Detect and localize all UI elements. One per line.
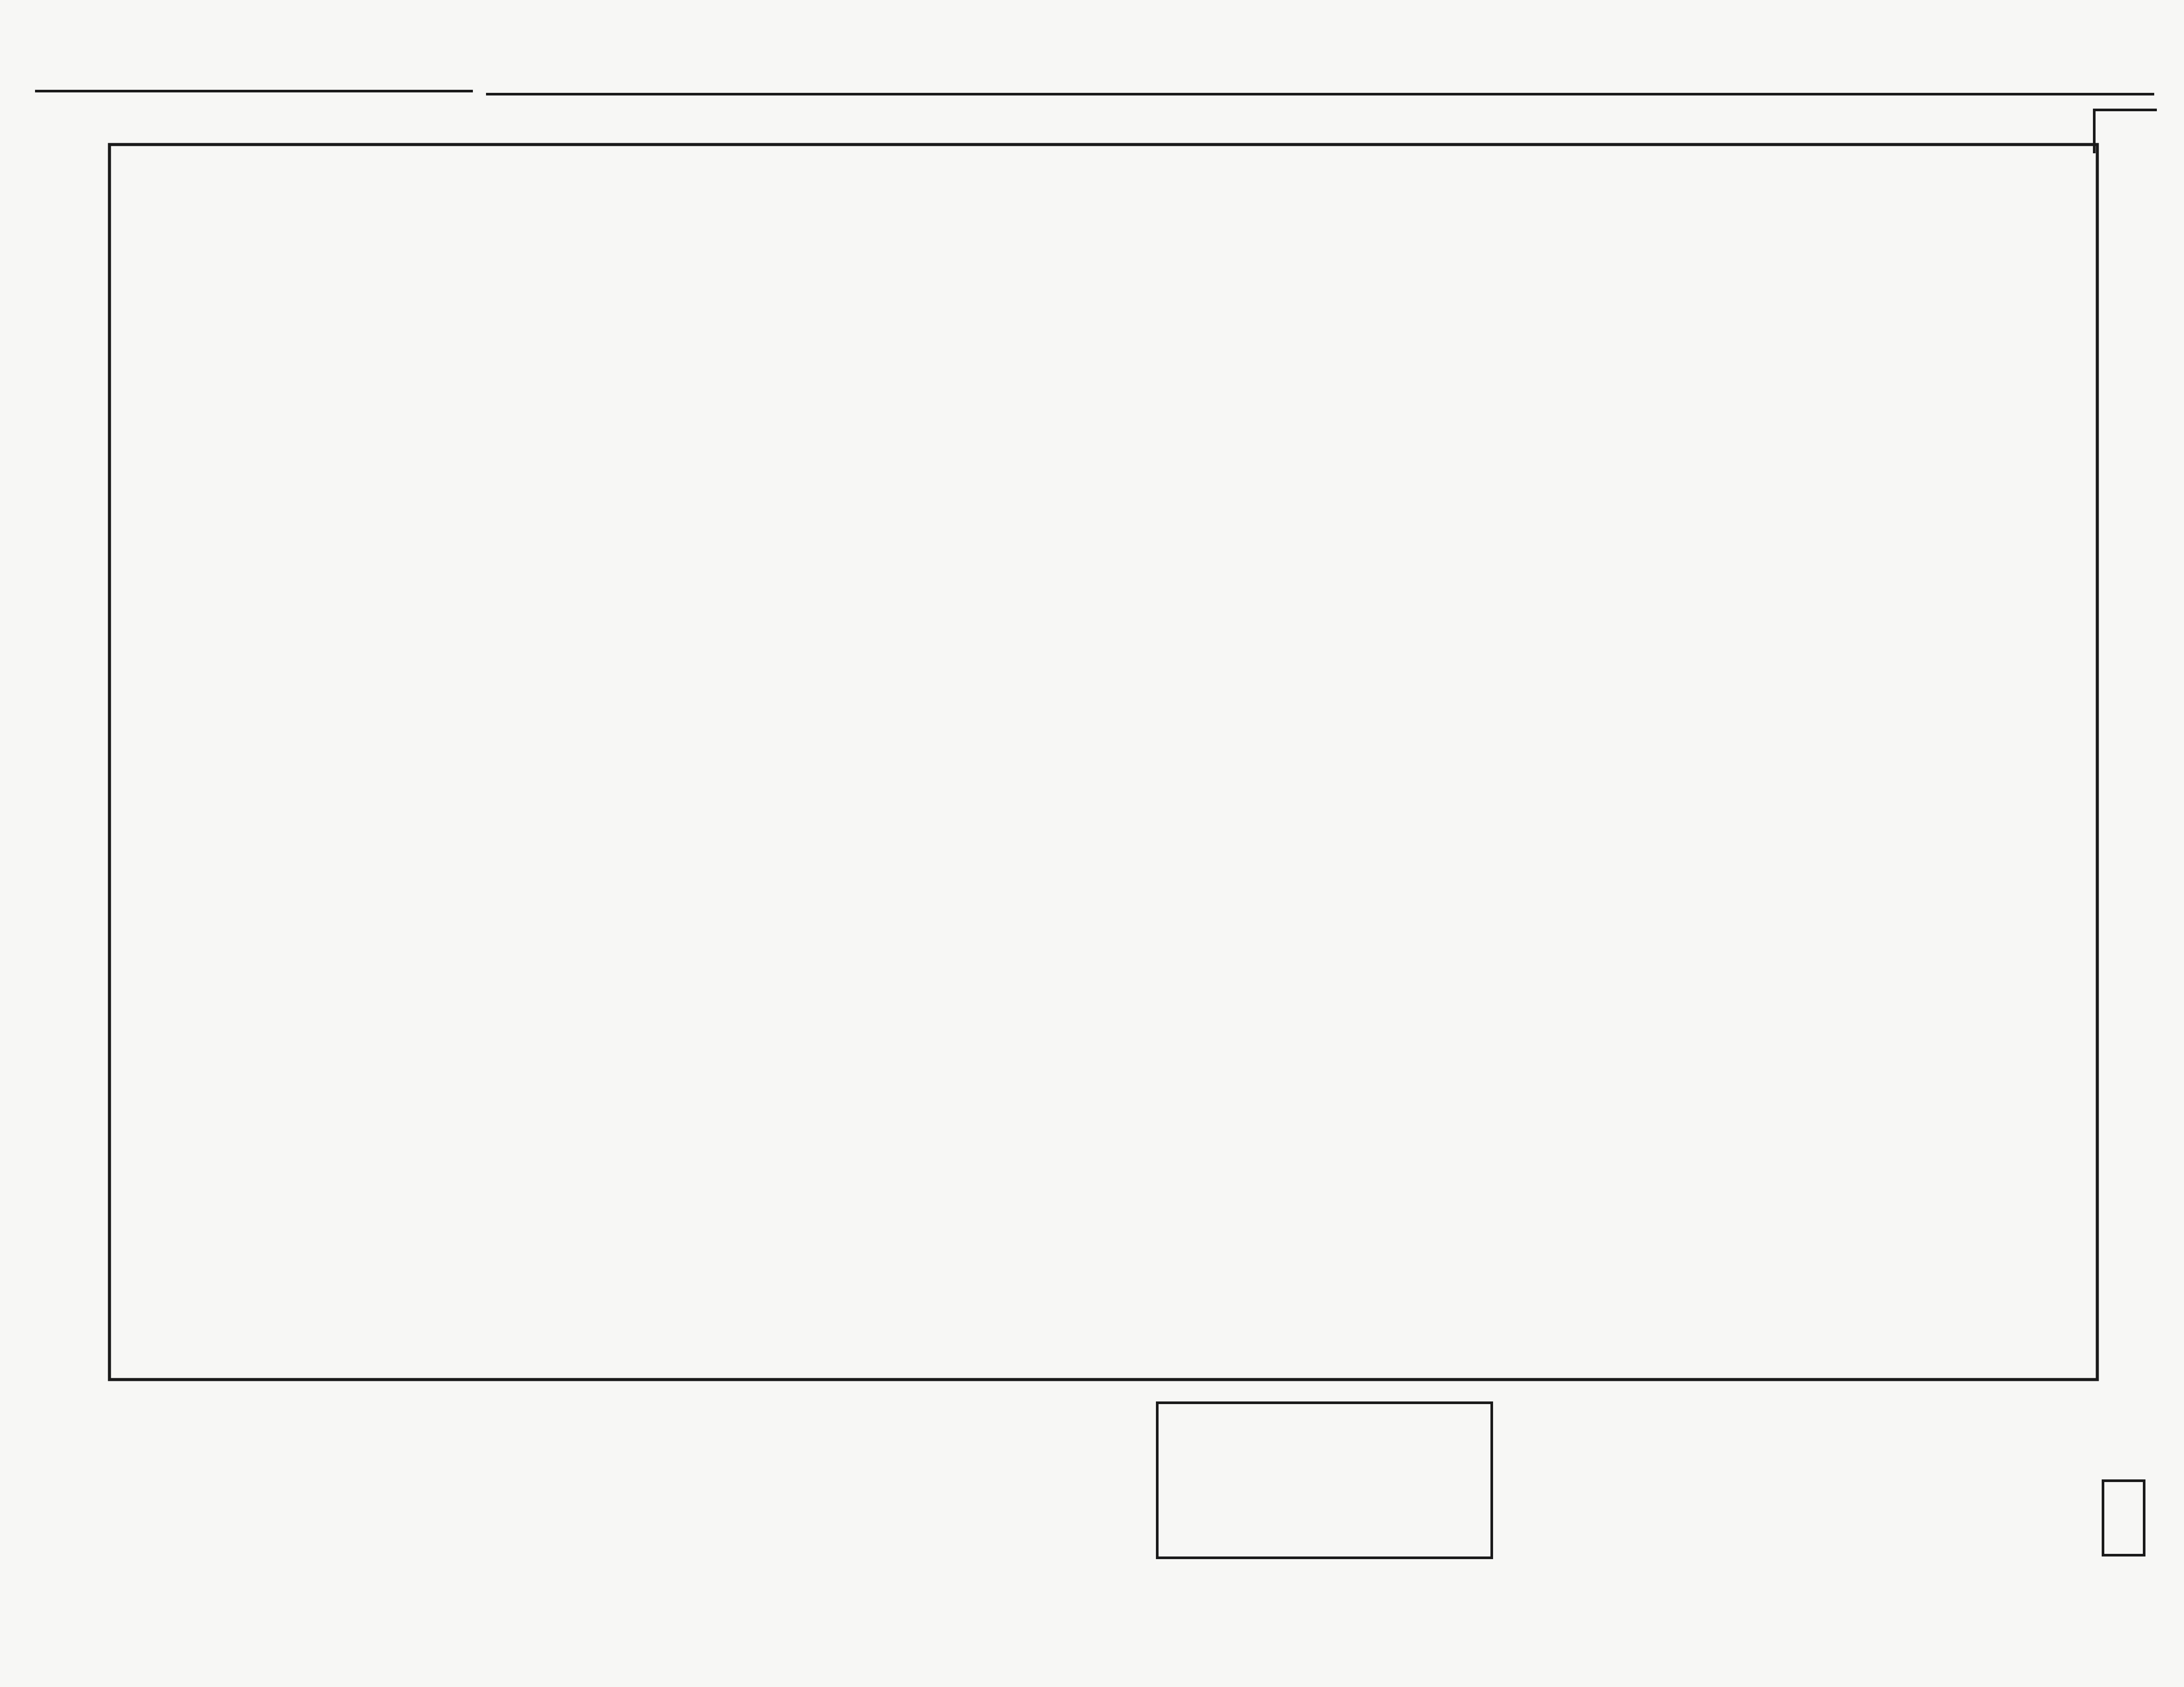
header-name-line2	[219, 240, 1130, 266]
header-price	[1773, 158, 1905, 333]
binding-stamp	[1156, 1401, 1493, 1559]
header-type	[1086, 166, 1261, 333]
header-quantity	[1905, 166, 2001, 333]
header-unit-group	[1261, 153, 1412, 215]
header-unit-name	[1263, 219, 1338, 328]
header-mass	[2001, 158, 2097, 333]
header-name-line1	[219, 195, 1117, 221]
header-unit-code	[1340, 219, 1414, 328]
header-position	[112, 193, 212, 263]
header-equipment-code	[1594, 166, 1773, 333]
sheet-box	[2102, 1479, 2145, 1556]
header-plant-code	[1416, 166, 1592, 333]
